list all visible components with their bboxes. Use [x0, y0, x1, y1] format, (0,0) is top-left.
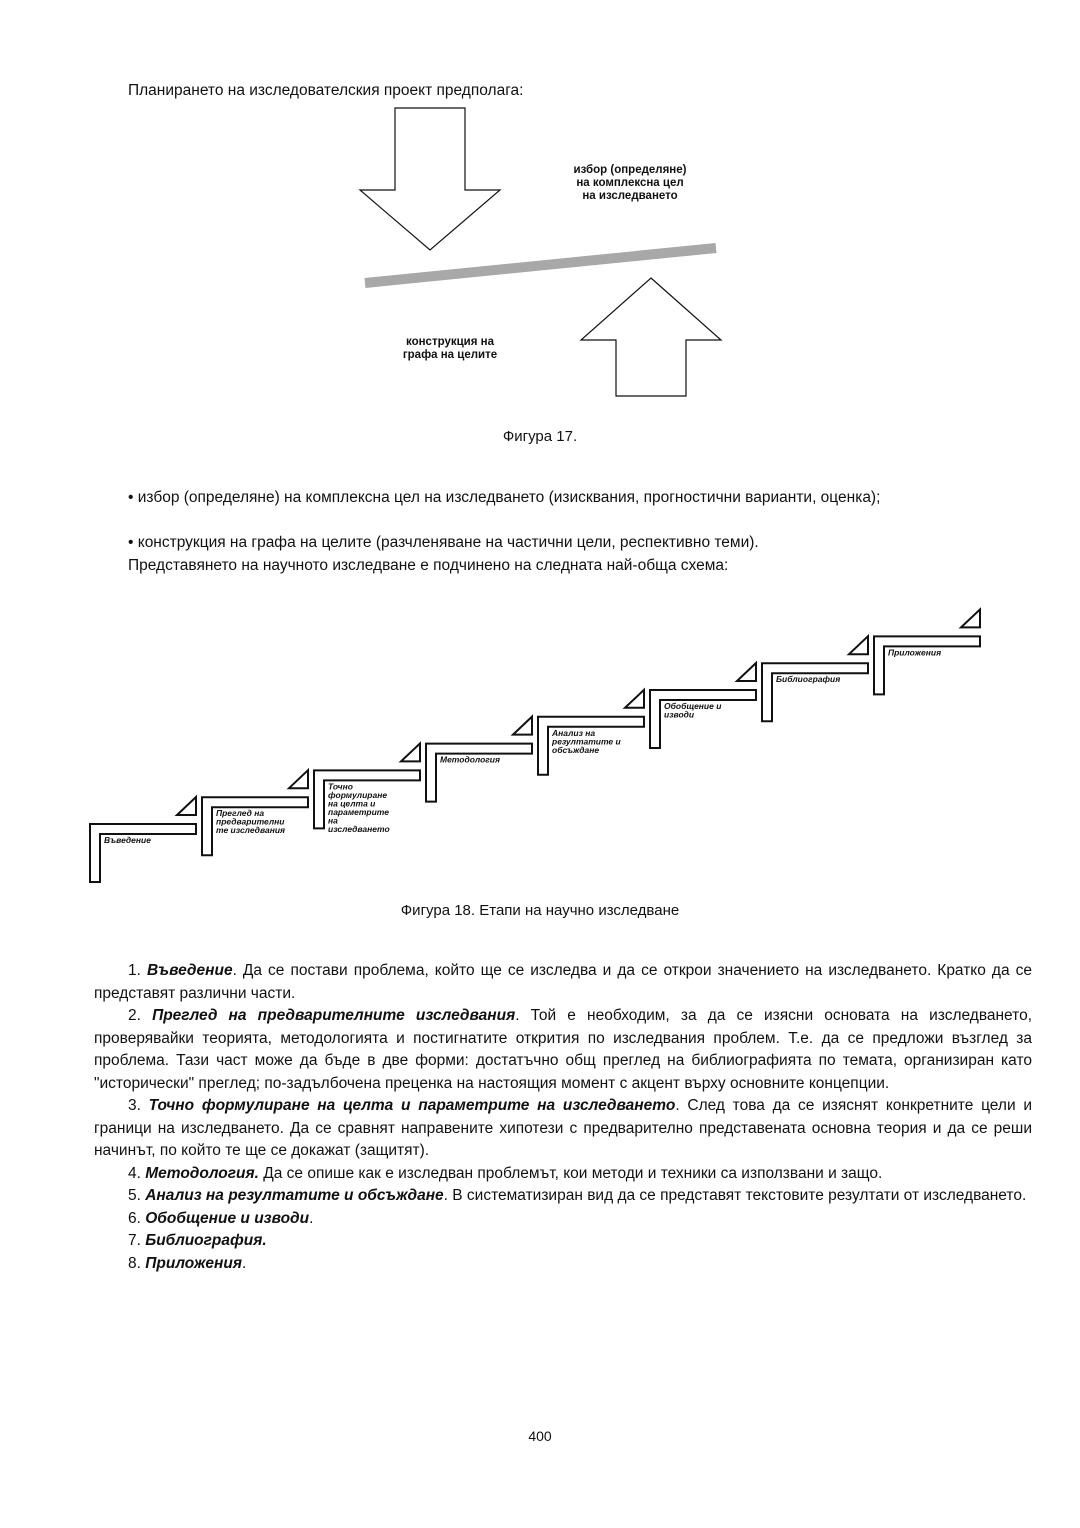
step-triangle — [513, 717, 532, 735]
stage-item — [94, 1163, 1032, 1186]
step-label: Въведение — [104, 835, 151, 845]
stage-title: Въведение — [146, 962, 233, 979]
stage-text: . — [309, 1209, 314, 1227]
stair-step — [650, 663, 756, 748]
stage-number: 4. — [128, 1164, 146, 1182]
stage-item — [94, 1230, 1032, 1253]
step-shape — [90, 824, 196, 882]
stage-item — [94, 1208, 1032, 1231]
step-label: Приложения — [888, 647, 942, 658]
up-arrow — [581, 278, 721, 396]
svg-text:конструкция награфа на целите — [403, 336, 497, 361]
down-arrow — [360, 108, 500, 250]
stair-step — [202, 770, 308, 855]
stage-item — [94, 1253, 1032, 1276]
stage-text: . Той е необходим, за да се изясни основата на изследването, проверявайки теорията, методологията и постигнатите открития по изследвания проблем. Т.е. да се предложи възглед за проблема. Тази част може да бъде в две форми: достатъчно общ преглед на библиографията по темата, организиран като "исторически" преглед; по-задълбочена преценка на настоящия момент с акцент върху основните концепции. — [94, 1007, 1033, 1092]
scheme-intro: Представянето на научното изследване е подчинено на следната най-обща схема: — [128, 557, 729, 574]
step-label: Анализ на резултатите и обсъждане — [552, 727, 621, 755]
stage-title: Библиография. — [145, 1232, 267, 1249]
stage-item — [94, 1005, 1032, 1095]
bullet-2: • конструкция на графа на целите (разчленяване на частични цели, респективно теми). — [128, 534, 759, 551]
step-triangle — [401, 743, 420, 761]
bullet-1: • избор (определяне) на комплексна цел на изследването (изисквания, прогностични варианти, оценка); — [128, 489, 881, 506]
stair-step — [90, 797, 196, 882]
stage-item — [94, 1185, 1032, 1208]
figure-17-caption: Фигура 17. — [502, 428, 578, 445]
fig17-top-label-1: избор (определяне) — [573, 164, 687, 176]
stage-text: . Да се постави проблема, който ще се изследва и да се открои значението на изследването. Кратко да се представят различни части. — [94, 962, 1032, 1002]
stage-number: 6. — [128, 1209, 146, 1227]
step-label: Библиография — [776, 674, 841, 685]
fig17-top-label-2: на комплексна цел — [576, 177, 684, 189]
stage-number: 1. — [128, 962, 147, 979]
stage-title: Методология. — [145, 1164, 259, 1182]
step-triangle — [625, 690, 644, 708]
stage-number: 8. — [128, 1254, 146, 1272]
intro-text: Планирането на изследователския проект предполага: — [128, 82, 524, 99]
step-triangle — [849, 636, 868, 654]
step-triangle — [737, 663, 756, 681]
stage-number: 5. — [128, 1187, 146, 1204]
stage-number: 3. — [128, 1097, 149, 1114]
page-number: 400 — [528, 1428, 552, 1444]
step-label: Точно формулиране на целта и параметрите на изследването — [328, 781, 390, 834]
fig17-top-label-3: на изследването — [582, 190, 678, 202]
stage-item — [94, 1095, 1032, 1163]
stage-title: Приложения — [145, 1254, 243, 1272]
step-triangle — [961, 609, 980, 627]
fig17-bottom-label-1: конструкция на — [405, 336, 495, 348]
stair-step — [314, 743, 420, 834]
stage-number: 7. — [128, 1232, 146, 1249]
gray-beam — [365, 248, 716, 283]
stair-step — [426, 717, 532, 802]
step-shape — [874, 636, 980, 694]
svg-text:избор (определяне)на комплексн — [574, 164, 687, 202]
step-triangle — [177, 797, 196, 815]
step-shape — [762, 663, 868, 721]
stair-step — [538, 690, 644, 775]
fig17-bottom-label-2: графа на целите — [402, 349, 498, 361]
stair-step — [762, 636, 868, 721]
stage-list — [94, 960, 1032, 1275]
stage-title: Точно формулиране на целта и параметрите на изследването — [148, 1097, 676, 1114]
stage-text: . След това да се изяснят конкретните цели и граници на изследването. Да се сравнят направените хипотези с предварително представената основна теория и да се реши начинът, по който те ще се докажат (защитят). — [94, 1097, 1033, 1159]
stage-text: . В систематизиран вид да се представят текстовите резултати от изследването. — [443, 1187, 1027, 1204]
stage-text: Да се опише как е изследван проблемът, кои методи и техники са използвани и защо. — [258, 1164, 883, 1182]
figure-18-caption: Фигура 18. Етапи на научно изследване — [400, 902, 680, 919]
stair-step — [874, 609, 980, 694]
stage-title: Анализ на резултатите и обсъждане — [145, 1187, 444, 1204]
figure-18-stairs — [90, 609, 980, 882]
step-triangle — [289, 770, 308, 788]
step-label: Обобщение и изводи — [664, 701, 722, 720]
stage-number: 2. — [128, 1007, 153, 1024]
stage-item — [94, 960, 1032, 1005]
stage-text: . — [242, 1254, 247, 1272]
step-label: Методология — [440, 754, 500, 765]
step-label: Преглед на предварителни те изследвания — [216, 808, 286, 836]
step-shape — [426, 744, 532, 802]
stage-title: Преглед на предварителните изследвания — [152, 1007, 516, 1024]
stage-title: Обобщение и изводи — [145, 1209, 310, 1227]
